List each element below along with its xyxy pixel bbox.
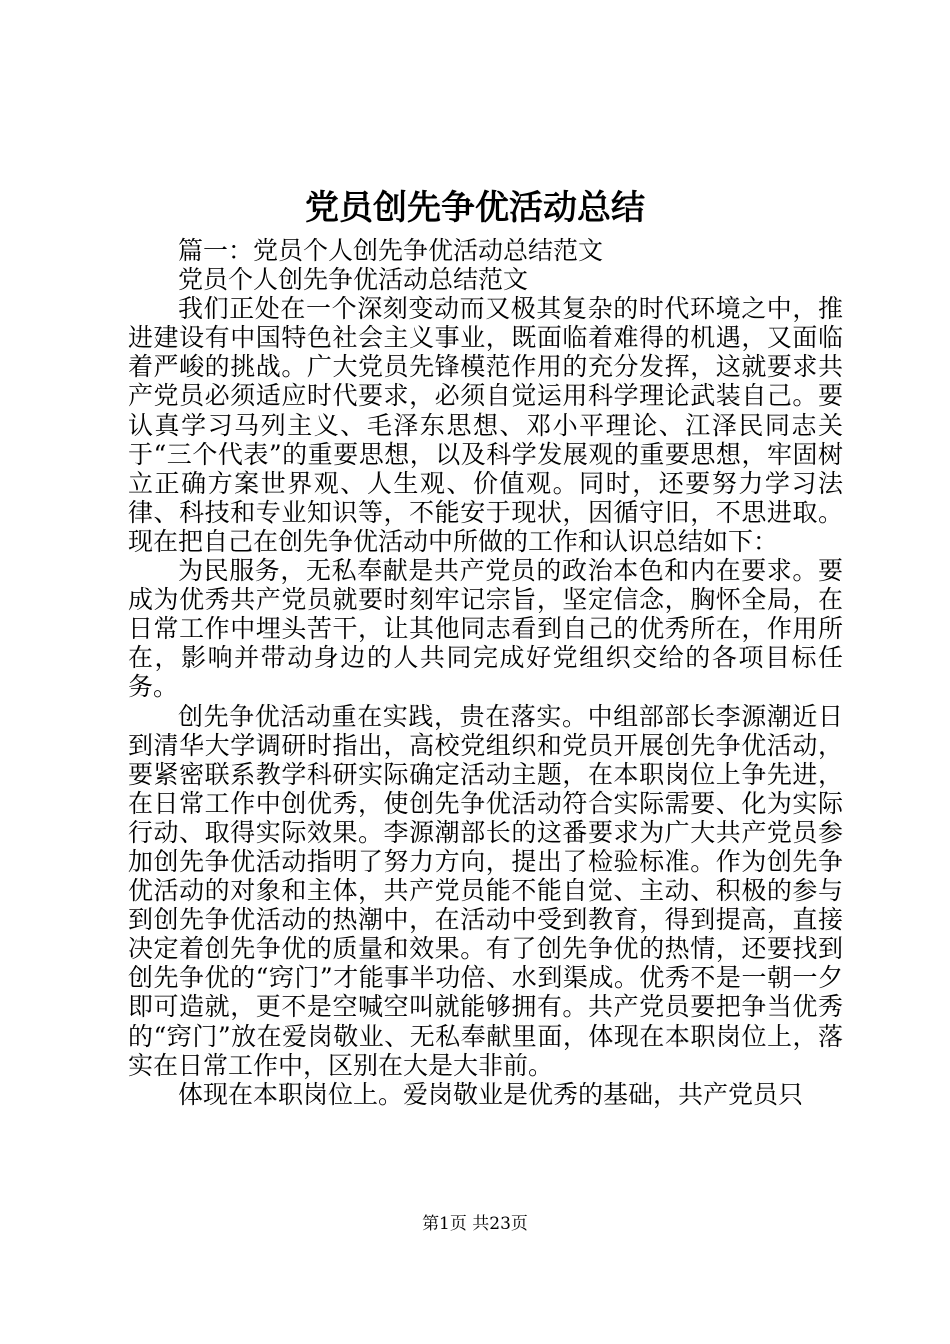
article-subtitle: 党员个人创先争优活动总结范文 [178,265,529,295]
document-title: 党员创先争优活动总结 [305,188,645,228]
body-paragraph: 为民服务，无私奉献是共产党员的政治本色和内在要求。要成为优秀共产党员就要时刻牢记宗旨，坚定信念，胸怀全局，在日常工作中埋头苦干，让其他同志看到自己的优秀所在，作用所在，影响并带动身边的人共同完成好党组织交给的各项目标任务。 [128,556,843,702]
section-heading: 篇一：党员个人创先争优活动总结范文 [178,236,604,265]
body-paragraph: 创先争优活动重在实践，贵在落实。中组部部长李源潮近日到清华大学调研时指出，高校党组织和党员开展创先争优活动，要紧密联系教学科研实际确定活动主题，在本职岗位上争先进，在日常工作中创优秀，使创先争优活动符合实际需要、化为实际行动、取得实际效果。李源潮部长的这番要求为广大共产党员参加创先争优活动指明了努力方向，提出了检验标准。作为创先争优活动的对象和主体，共产党员能不能自觉、主动、积极的参与到创先争优活动的热潮中，在活动中受到教育，得到提高，直接决定着创先争优的质量和效果。有了创先争优的热情，还要找到创先争优的“窍门”才能事半功倍、水到渠成。优秀不是一朝一夕即可造就，更不是空喊空叫就能够拥有。共产党员要把争当优秀的“窍门”放在爱岗敬业、无私奉献里面，体现在本职岗位上，落实在日常工作中，区别在大是大非前。 [128,701,843,1080]
document-body [128,236,843,1109]
page-footer: 第1页 共23页 [422,1214,528,1234]
body-paragraph: 我们正处在一个深刻变动而又极其复杂的时代环境之中，推进建设有中国特色社会主义事业，既面临着难得的机遇，又面临着严峻的挑战。广大党员先锋模范作用的充分发挥，这就要求共产党员必须适应时代要求，必须自觉运用科学理论武装自己。要认真学习马列主义、毛泽东思想、邓小平理论、江泽民同志关于“三个代表”的重要思想，以及科学发展观的重要思想，牢固树立正确方案世界观、人生观、价值观。同时，还要努力学习法律、科技和专业知识等，不能安于现状，因循守旧，不思进取。现在把自己在创先争优活动中所做的工作和认识总结如下： [128,294,843,556]
body-paragraph: 体现在本职岗位上。爱岗敬业是优秀的基础，共产党员只 [178,1079,804,1109]
